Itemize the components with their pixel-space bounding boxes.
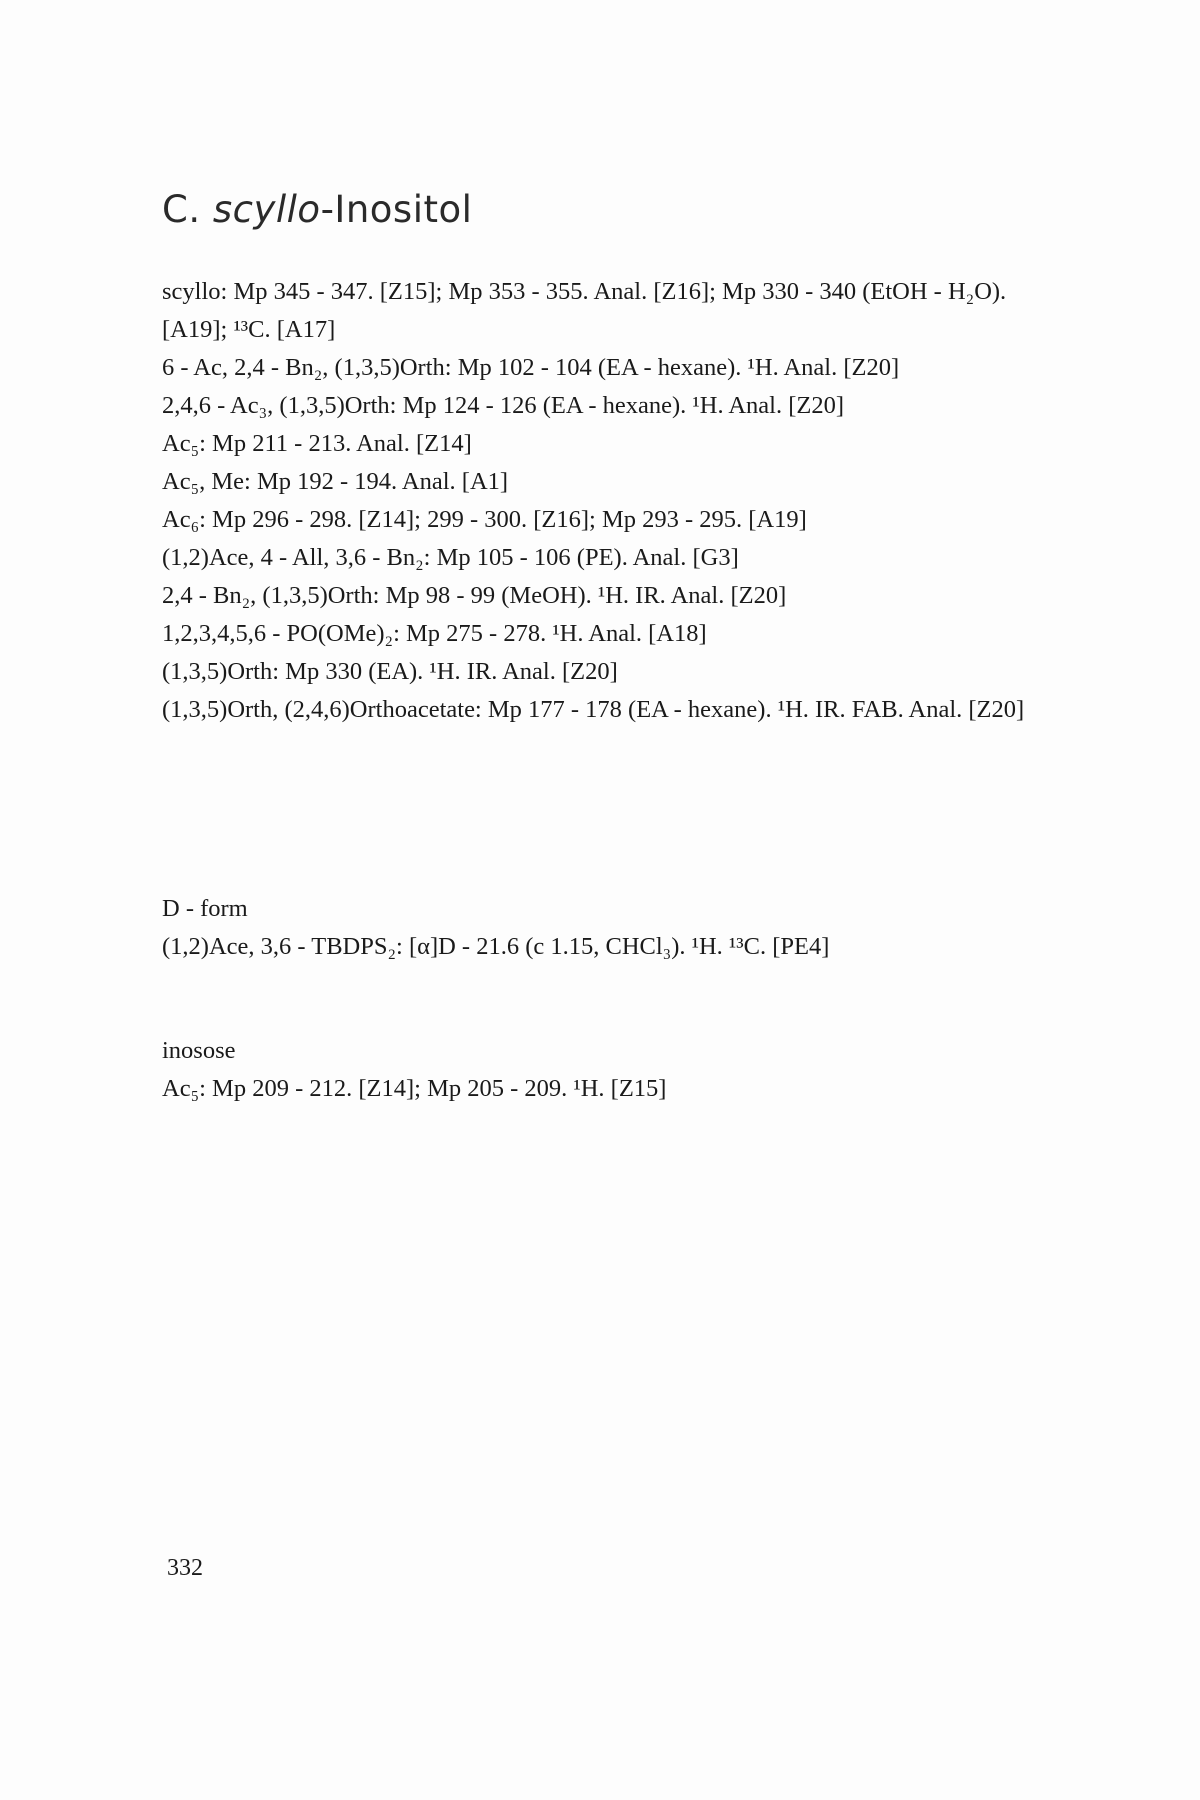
heading-italic: scyllo [212,188,321,231]
entry-line: Ac₅: Mp 209 - 212. [Z14]; Mp 205 - 209. ¹H. [Z15] [162,1075,667,1102]
dform-label: D - form [162,895,248,922]
inosose-label: inosose [162,1037,236,1064]
section-heading [162,188,472,231]
dform-section [162,890,1062,966]
entry-line: scyllo: Mp 345 - 347. [Z15]; Mp 353 - 355. Anal. [Z16]; Mp 330 - 340 (EtOH - H₂O). [A19]; ¹³C. [A17] [162,278,1007,343]
entry-line: (1,3,5)Orth, (2,4,6)Orthoacetate: Mp 177 - 178 (EA - hexane). ¹H. IR. FAB. Anal. [Z20] [162,696,1025,723]
entry-line: 2,4 - Bn₂, (1,3,5)Orth: Mp 98 - 99 (MeOH). ¹H. IR. Anal. [Z20] [162,582,787,609]
entry-line: 2,4,6 - Ac₃, (1,3,5)Orth: Mp 124 - 126 (EA - hexane). ¹H. Anal. [Z20] [162,392,845,419]
page-number: 332 [167,1555,203,1581]
entry-line: (1,2)Ace, 4 - All, 3,6 - Bn₂: Mp 105 - 106 (PE). Anal. [G3] [162,544,739,571]
entry-line: (1,3,5)Orth: Mp 330 (EA). ¹H. IR. Anal. [Z20] [162,658,618,685]
inosose-section [162,1032,1062,1108]
entry-line: Ac₅, Me: Mp 192 - 194. Anal. [A1] [162,468,509,495]
entry-line: 1,2,3,4,5,6 - PO(OMe)₂: Mp 275 - 278. ¹H. Anal. [A18] [162,620,707,647]
heading-prefix: C. [162,188,213,231]
entry-line: (1,2)Ace, 3,6 - TBDPS₂: [α]D - 21.6 (c 1.15, CHCl₃). ¹H. ¹³C. [PE4] [162,933,830,960]
heading-suffix: -Inositol [320,188,473,231]
entry-line: Ac₅: Mp 211 - 213. Anal. [Z14] [162,430,472,457]
entry-line: Ac₆: Mp 296 - 298. [Z14]; 299 - 300. [Z16]; Mp 293 - 295. [A19] [162,506,807,533]
main-entries [162,273,1062,729]
entry-line: 6 - Ac, 2,4 - Bn₂, (1,3,5)Orth: Mp 102 - 104 (EA - hexane). ¹H. Anal. [Z20] [162,354,900,381]
